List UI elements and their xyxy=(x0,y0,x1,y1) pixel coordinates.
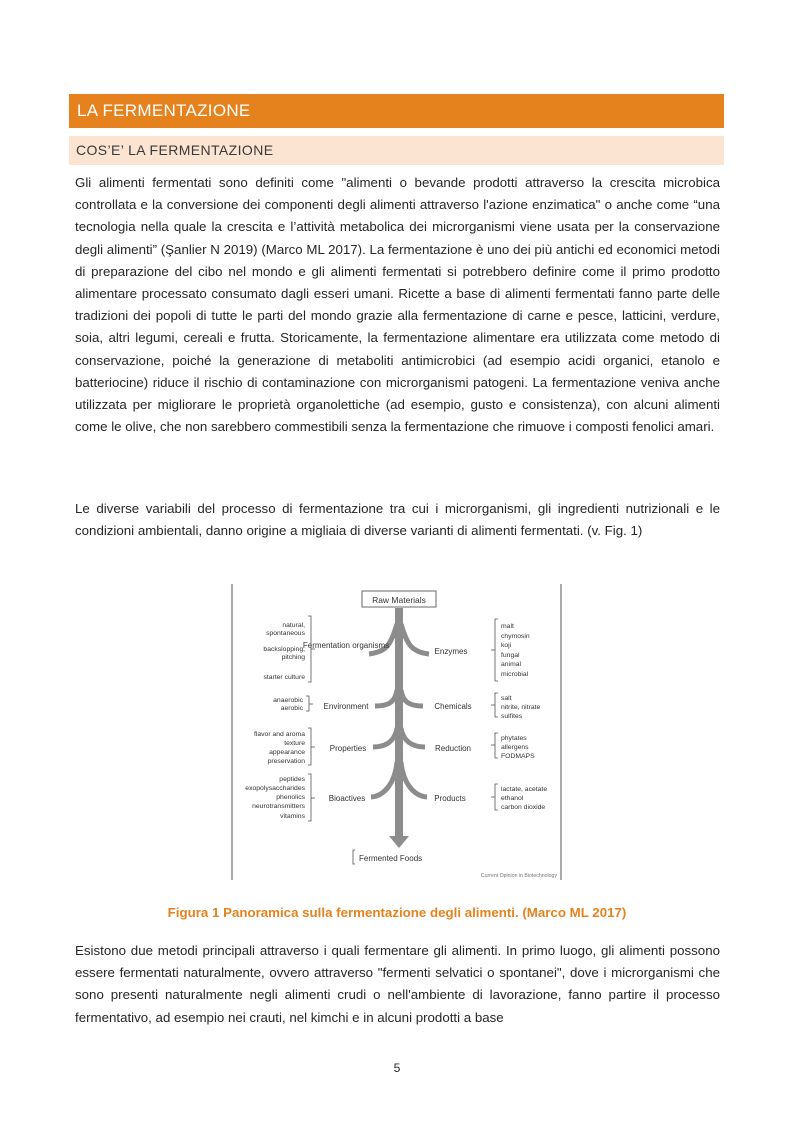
item-sulfites: sulfites xyxy=(501,713,523,720)
item-exopolysaccharides: exopolysaccharides xyxy=(245,785,305,792)
item-phenolics: phenolics xyxy=(276,794,305,801)
paragraph-definition: Gli alimenti fermentati sono definiti come "alimenti o bevande prodotti attraverso la crescita microbica controllata e la conversione dei componenti degli alimenti attraverso l'azione enzimatica" o anche come “una tecnologia nella quale la crescita e l’attività metabolica dei microrganismi viene usata per la conservazione degli alimenti” (Şanlier N 2019) (Marco ML 2017). La fermentazione è uno dei più antichi ed economici metodi di preparazione del cibo nel mondo e gli alimenti fermentati si potrebbero definire come il primo prodotto alimentare processato consumato dagli esseri umani. Ricette a base di alimenti fermentati fanno parte delle tradizioni dei popoli di tutte le parti del mondo grazie alla fermentazione di carne e pesce, latticini, verdure, soia, altri legumi, cereali e frutta. Storicamente, la fermentazione alimentare era utilizzata come metodo di conservazione, poiché la generazione di metaboliti antimicrobici (ad esempio acidi organici, etanolo e batteriocine) riduce il rischio di contaminazione con microrganismi patogeni. La fermentazione veniva anche utilizzata per migliorare le proprietà organolettiche (ad esempio, gusto e consistenza), con alcuni alimenti come le olive, che non sarebbero commestibili senza la fermentazione che rimuove i composti fenolici amari. xyxy=(75,175,720,435)
item-allergens: allergens xyxy=(501,744,529,751)
item-natural: natural, xyxy=(282,622,305,629)
item-microbial: microbial xyxy=(501,671,529,678)
section-heading: LA FERMENTAZIONE xyxy=(69,94,724,128)
item-flavor-aroma: flavor and aroma xyxy=(253,731,305,738)
item-nitrite-nitrate: nitrite, nitrate xyxy=(501,704,541,711)
item-preservation: preservation xyxy=(267,758,305,765)
item-malt: malt xyxy=(501,623,514,630)
item-appearance: appearance xyxy=(269,749,305,756)
item-backslopping: backslopping, xyxy=(263,646,305,653)
fermentation-diagram xyxy=(229,584,564,884)
item-phytates: phytates xyxy=(501,735,527,742)
label-fermentation-organisms: Fermentation organisms xyxy=(302,641,390,650)
label-properties: Properties xyxy=(329,744,367,753)
label-products: Products xyxy=(434,794,466,803)
label-enzymes: Enzymes xyxy=(434,647,468,656)
item-spontaneous: spontaneous xyxy=(266,630,305,637)
item-animal: animal xyxy=(501,661,522,668)
item-anaerobic: anaerobic xyxy=(273,697,303,704)
item-ethanol: ethanol xyxy=(501,795,524,802)
item-carbon-dioxide: carbon dioxide xyxy=(501,804,546,811)
label-environment: Environment xyxy=(323,702,369,711)
label-reduction: Reduction xyxy=(434,744,472,753)
label-bioactives: Bioactives xyxy=(328,794,366,803)
item-fungal: fungal xyxy=(501,652,520,659)
item-fodmaps: FODMAPS xyxy=(501,753,535,760)
paragraph-methods: Esistono due metodi principali attraverso i quali fermentare gli alimenti. In primo luogo, gli alimenti possono essere fermentati naturalmente, ovvero attraverso "fermenti selvatici o spontanei", dove i microrganismi che sono presenti naturalmente negli alimenti crudi o nell'ambiente di lavorazione, fanno partire il processo fermentativo, ad esempio nei crauti, nel kimchi e in alcuni prodotti a base xyxy=(75,943,720,1025)
paragraph-variables: Le diverse variabili del processo di fermentazione tra cui i microrganismi, gli ingredienti nutrizionali e le condizioni ambientali, danno origine a migliaia di diverse varianti di alimenti fermentati. (v. Fig. 1) xyxy=(75,501,720,539)
figure-source: Current Opinion in Biotechnology xyxy=(480,873,557,879)
raw-materials-label: Raw Materials xyxy=(372,595,426,605)
item-texture: texture xyxy=(284,740,305,747)
fermented-foods-label: Fermented Foods xyxy=(359,854,423,863)
page-number: 5 xyxy=(393,1061,401,1075)
label-chemicals: Chemicals xyxy=(434,702,472,711)
item-vitamins: vitamins xyxy=(280,813,305,820)
item-lactate-acetate: lactate, acetate xyxy=(501,786,548,793)
item-pitching: pitching xyxy=(281,654,305,661)
item-peptides: peptides xyxy=(279,776,305,783)
item-aerobic: aerobic xyxy=(280,705,303,712)
item-koji: koji xyxy=(501,642,512,649)
item-chymosin: chymosin xyxy=(501,633,530,640)
item-starter-culture: starter culture xyxy=(263,674,305,681)
figure-caption: Figura 1 Panoramica sulla fermentazione degli alimenti. (Marco ML 2017) xyxy=(167,905,627,920)
item-neurotransmitters: neurotransmitters xyxy=(252,803,305,810)
subsection-heading: COS’E’ LA FERMENTAZIONE xyxy=(69,136,724,165)
item-salt: salt xyxy=(501,695,512,702)
